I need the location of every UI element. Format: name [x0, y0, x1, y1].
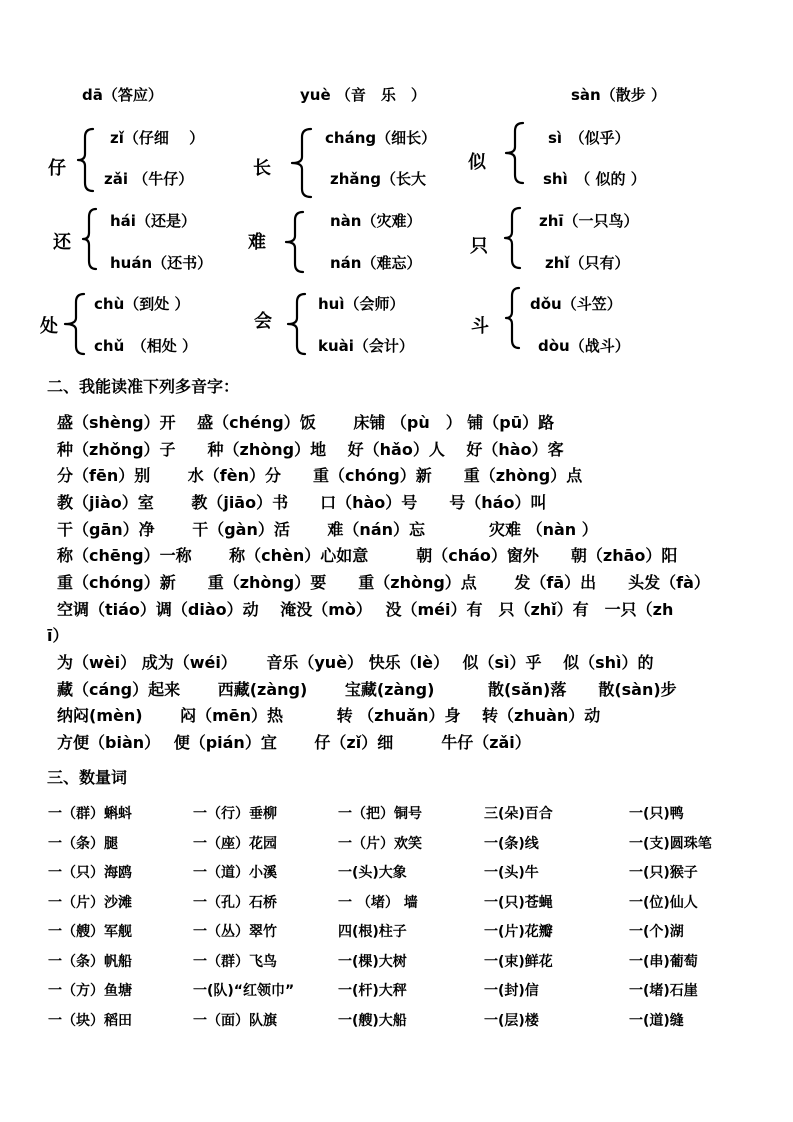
measure-word-item: 一(头)牛 [484, 865, 539, 881]
group-reading-2: chǔ （相处 ） [94, 337, 197, 355]
group-char: 斗 [471, 316, 489, 337]
measure-word-item: 一(位)仙人 [629, 894, 698, 911]
group-char: 会 [254, 311, 272, 332]
brace-icon [503, 121, 527, 185]
measure-word-item: 一(束)鲜花 [484, 953, 553, 970]
measure-word-item: 一(串)葡萄 [629, 953, 698, 970]
measure-word-item: 一(堵)石崖 [629, 983, 698, 999]
top-item-2: yuè （音 乐 ） [300, 86, 426, 104]
text-line: 藏（cáng）起来 西藏(zàng) 宝藏(zàng) 散(sǎn)落 散(sàn)步 [57, 680, 677, 699]
brace-icon [289, 127, 315, 199]
measure-word-item: 一(支)圆珠笔 [629, 835, 712, 852]
measure-word-item: 一（条）腿 [48, 835, 118, 852]
measure-word-item: 一（座）花园 [193, 835, 277, 852]
group-char: 处 [40, 316, 58, 337]
measure-word-item: 一（道）小溪 [193, 865, 277, 881]
group-reading-1: zhī（一只鸟） [539, 212, 639, 230]
group-reading-1: dǒu（斗笠） [530, 295, 622, 313]
measure-word-item: 一(片)花瓣 [484, 924, 553, 940]
group-reading-2: nán（难忘） [330, 254, 422, 272]
measure-word-item: 一(棵)大树 [338, 953, 407, 970]
measure-word-item: 一（片）欢笑 [338, 835, 422, 852]
brace-icon [75, 127, 97, 193]
group-char: 难 [248, 232, 266, 253]
measure-word-item: 一(封)信 [484, 983, 539, 999]
measure-word-item: 一(只)苍蝇 [484, 894, 553, 911]
measure-word-item: 一（方）鱼塘 [48, 983, 132, 999]
group-reading-1: nàn（灾难） [330, 212, 422, 230]
measure-word-item: 一（条）帆船 [48, 953, 132, 970]
measure-word-item: 一(艘)大船 [338, 1012, 407, 1029]
group-reading-2: shì （ 似的 ） [543, 170, 646, 188]
measure-word-item: 一（丛）翠竹 [193, 924, 277, 940]
group-reading-1: zǐ（仔细 ） [110, 129, 205, 147]
measure-word-item: 一(个)湖 [629, 924, 684, 940]
brace-icon [283, 210, 307, 274]
measure-word-item: 一(头)大象 [338, 865, 407, 881]
brace-icon [502, 206, 524, 270]
measure-word-item: 一（把）铜号 [338, 806, 422, 822]
group-reading-1: cháng（细长） [325, 129, 437, 147]
group-char: 仔 [48, 158, 66, 179]
measure-word-item: 一（面）队旗 [193, 1012, 277, 1029]
measure-word-item: 一（艘）军舰 [48, 924, 132, 940]
measure-word-item: 三(朵)百合 [484, 806, 553, 822]
text-line: 分（fēn）别 水（fèn）分 重（chóng）新 重（zhòng）点 [57, 466, 583, 485]
text-line: 教（jiào）室 教（jiāo）书 口（hào）号 号（háo）叫 [57, 493, 547, 512]
measure-word-item: 一(只)猴子 [629, 865, 698, 881]
top-item-1: dā（答应） [82, 86, 163, 104]
text-line: 方便（biàn） 便（pián）宜 仔（zǐ）细 牛仔（zǎi） [57, 733, 531, 752]
group-char: 长 [253, 158, 271, 179]
text-line: 称（chēng）一称 称（chèn）心如意 朝（cháo）窗外 朝（zhāo）阳 [57, 546, 678, 565]
brace-icon [503, 286, 523, 350]
text-line: 盛（shèng）开 盛（chéng）饭 床铺 （pù ） 铺（pū）路 [57, 413, 555, 432]
group-reading-1: sì （似乎） [548, 129, 630, 147]
group-reading-2: zǎi （牛仔） [104, 170, 194, 188]
section2-title: 二、我能读准下列多音字： [47, 377, 240, 396]
group-char: 还 [53, 232, 71, 253]
group-char: 似 [468, 152, 486, 173]
measure-word-item: 一（块）稻田 [48, 1012, 132, 1029]
measure-word-item: 一（片）沙滩 [48, 894, 132, 911]
text-line: 为（wèi） 成为（wéi） 音乐（yuè） 快乐（lè） 似（sì）乎 似（shì）的 [57, 653, 654, 672]
measure-word-item: 四(根)柱子 [338, 924, 407, 940]
measure-word-item: 一（只）海鸥 [48, 865, 132, 881]
group-reading-2: huán（还书） [110, 254, 213, 272]
measure-word-item: 一（群）飞鸟 [193, 953, 277, 970]
brace-icon [285, 292, 309, 356]
group-reading-2: zhǐ（只有） [545, 254, 630, 272]
measure-word-item: 一(杆)大秤 [338, 983, 407, 999]
measure-word-item: 一(层)楼 [484, 1012, 539, 1029]
measure-word-item: 一(条)线 [484, 835, 539, 852]
group-char: 只 [470, 236, 488, 257]
group-reading-2: dòu（战斗） [538, 337, 630, 355]
brace-icon [80, 207, 100, 271]
measure-word-item: 一（孔）石桥 [193, 894, 277, 911]
measure-word-item: 一（群）蝌蚪 [48, 806, 132, 822]
measure-word-item: 一 （堵） 墙 [338, 894, 418, 911]
group-reading-2: zhǎng（长大 [330, 170, 426, 188]
group-reading-2: kuài（会计） [318, 337, 414, 355]
brace-icon [62, 292, 88, 356]
group-reading-1: chù（到处 ） [94, 295, 190, 313]
text-line: 种（zhǒng）子 种（zhòng）地 好（hǎo）人 好（hào）客 [57, 440, 564, 459]
measure-word-item: 一(队)“红领巾” [193, 983, 295, 999]
text-line: 重（chóng）新 重（zhòng）要 重（zhòng）点 发（fā）出 头发（fà） [57, 573, 710, 592]
measure-word-item: 一（行）垂柳 [193, 806, 277, 822]
text-line: ī） [47, 626, 69, 645]
text-line: 纳闷(mèn) 闷（mēn）热 转 （zhuǎn）身 转（zhuàn）动 [57, 706, 601, 725]
text-line: 干（gān）净 干（gàn）活 难（nán）忘 灾难 （nàn ） [57, 520, 598, 539]
measure-word-item: 一(道)缝 [629, 1012, 684, 1029]
text-line: 空调（tiáo）调（diào）动 淹没（mò） 没（méi）有 只（zhǐ）有 一只（zh [57, 600, 674, 619]
section3-title: 三、数量词 [47, 768, 128, 787]
top-item-3: sàn（散步 ） [571, 86, 666, 104]
measure-word-item: 一(只)鸭 [629, 806, 684, 822]
group-reading-1: huì（会师） [318, 295, 405, 313]
group-reading-1: hái（还是） [110, 212, 196, 230]
